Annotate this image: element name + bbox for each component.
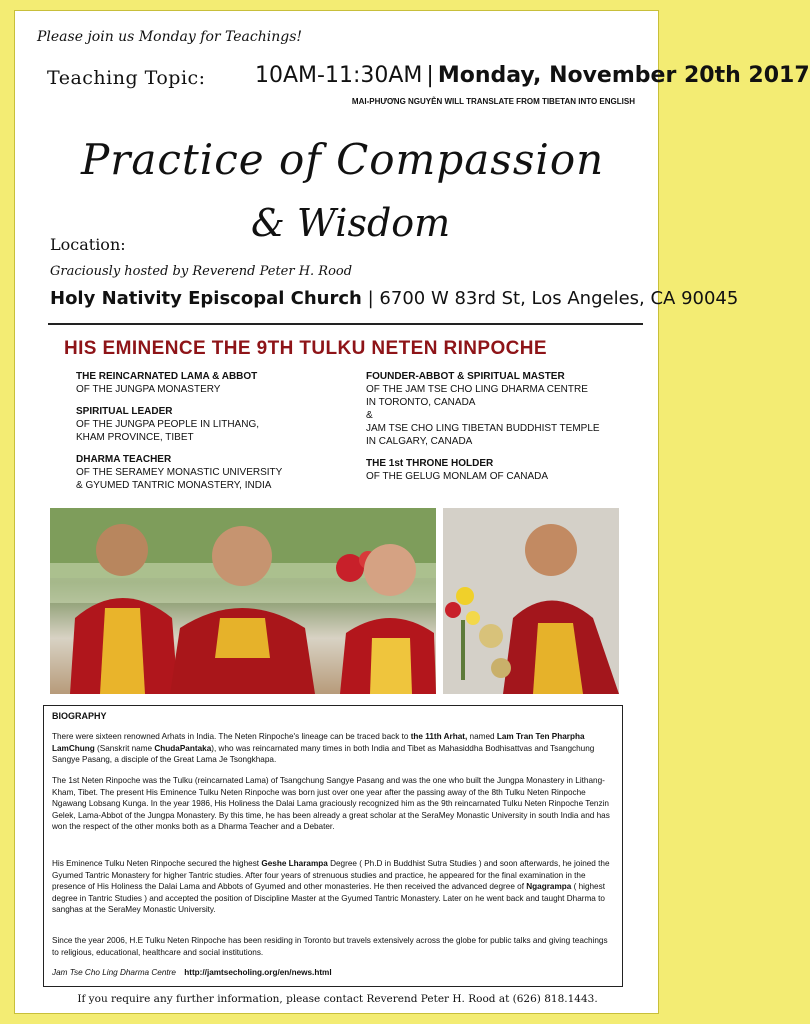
role-line: JAM TSE CHO LING TIBETAN BUDDHIST TEMPLE xyxy=(366,423,600,434)
bio-text: ( highest degree in Tantric Studies ) and accepted the position of Discipline Master at the Gyumed Tantric Monastery. Later on he went back and taught Dharma to sanghas at the SeraMey Monastic University. xyxy=(52,882,605,915)
bio-bold-text: Lam Tran Ten Pharpha LamChung xyxy=(52,732,585,753)
role-line: IN TORONTO, CANADA xyxy=(366,397,476,408)
hosted-by: Graciously hosted by Reverend Peter H. Rood xyxy=(50,264,353,279)
biography-paragraph-4: Since the year 2006, H.E Tulku Neten Rinpoche has been residing in Toronto but travels extensively across the globe for public talks and giving teachings to religious, educational, healthcare and social institutions. xyxy=(52,936,608,957)
address-line xyxy=(50,288,738,309)
role-line: OF THE JUNGPA PEOPLE IN LITHANG, xyxy=(76,419,260,430)
invite-line: Please join us Monday for Teachings! xyxy=(37,29,303,45)
group-photo-illustration xyxy=(50,508,436,694)
location-label: Location: xyxy=(50,235,126,254)
role-line: & xyxy=(366,410,373,421)
role-group xyxy=(76,405,346,444)
bio-bold-text: the 11th Arhat, xyxy=(410,732,468,741)
bio-text: ), who was reincarnated many times in both India and Tibet as Mahasiddha Bodhisattvas and Tsangchung Sangye Pasang, a disciple of the Great Lama Je Tsongkhapa. xyxy=(52,743,595,765)
roles-left xyxy=(76,370,346,501)
role-line: & GYUMED TANTRIC MONASTERY, INDIA xyxy=(76,480,272,491)
bio-text: His Eminence Tulku Neten Rinpoche secured the highest xyxy=(52,859,262,868)
role-line: KHAM PROVINCE, TIBET xyxy=(76,432,194,443)
role-head: THE 1st THRONE HOLDER xyxy=(366,458,494,469)
title-line-2: & Wisdom xyxy=(251,201,451,245)
topic-label: Teaching Topic: xyxy=(47,67,206,89)
roles-right xyxy=(366,370,641,492)
biography-title: BIOGRAPHY xyxy=(52,711,107,721)
role-group xyxy=(76,370,346,396)
biography-paragraph-1 xyxy=(52,731,614,766)
time-date xyxy=(255,63,810,88)
centre-url-link[interactable]: http://jamtsecholing.org/en/news.html xyxy=(184,968,332,977)
title-line-1: Practice of Compassion xyxy=(81,135,605,184)
bio-bold-text: ChudaPantaka xyxy=(154,743,212,753)
biography-box xyxy=(43,705,623,987)
biography-paragraph-3 xyxy=(52,858,614,916)
role-line: OF THE JAM TSE CHO LING DHARMA CENTRE xyxy=(366,384,588,395)
bio-text: Degree ( Ph.D in Buddhist Sutra Studies ) and soon afterwards, he joined the Gyumed Tantric Monastery for higher Tantric studies. After four years of strenuous studies and practice, he appeared for the final examination in the presence of His Holiness the Dalai Lama and Abbots of Gyumed and other monasteries. He then received the advanced degree of xyxy=(52,859,610,892)
divider-rule xyxy=(48,323,643,325)
street-address: 6700 W 83rd St, Los Angeles, CA 90045 xyxy=(379,288,739,309)
role-line: OF THE SERAMEY MONASTIC UNIVERSITY xyxy=(76,467,283,478)
biography-footer xyxy=(52,968,332,977)
role-line: OF THE JUNGPA MONASTERY xyxy=(76,384,221,395)
teaching-photo xyxy=(443,508,619,694)
role-line: IN CALGARY, CANADA xyxy=(366,436,473,447)
biography-paragraph-2: The 1st Neten Rinpoche was the Tulku (reincarnated Lama) of Tsangchung Sangye Pasang and was the one who built the Jungpa Monastery in Lithang-Kham, Tibet. The present His Eminence Tulku Neten Rinpoche was born just over one year after the passing away of the 8th Tulku Neten Rinpoche Ngawang Lobsang Kunga. In the year 1986, His Holiness the Dalai Lama graciously recognized him as the 9th reincarnated Tulku Neten Rinpoche Tenzin Gelek, Lama-Abbot of the Jungpa Monastery. By this time, he has been already a great scholar at the SeraMey Monastic University in south India and has won the respect of the other monks both as a Dharma Teacher and a Debater. xyxy=(52,776,610,832)
teaching-photo-illustration xyxy=(443,508,619,694)
role-head: FOUNDER-ABBOT & SPIRITUAL MASTER xyxy=(366,371,565,382)
role-head: THE REINCARNATED LAMA & ABBOT xyxy=(76,371,258,382)
role-head: DHARMA TEACHER xyxy=(76,454,172,465)
role-group xyxy=(366,457,641,483)
centre-name: Jam Tse Cho Ling Dharma Centre xyxy=(52,968,176,977)
role-line: OF THE GELUG MONLAM OF CANADA xyxy=(366,471,549,482)
time-text: 10AM-11:30AM xyxy=(255,63,423,88)
bio-bold-text: Geshe Lharampa xyxy=(261,859,328,868)
bio-text: (Sanskrit name xyxy=(94,743,155,753)
time-separator: | xyxy=(426,63,434,88)
role-group xyxy=(366,370,641,448)
bio-bold-text: Ngagrampa xyxy=(526,882,572,892)
role-group xyxy=(76,453,346,492)
bio-text: There were sixteen renowned Arhats in India. The Neten Rinpoche's lineage can be traced back to xyxy=(52,732,411,741)
contact-line: If you require any further information, please contact Reverend Peter H. Rood at (626) 818.1443. xyxy=(77,993,598,1005)
group-photo xyxy=(50,508,436,694)
church-name: Holy Nativity Episcopal Church xyxy=(50,288,362,309)
bio-text: named xyxy=(467,732,497,741)
eminence-title: HIS EMINENCE THE 9TH TULKU NETEN RINPOCHE xyxy=(64,338,547,359)
role-head: SPIRITUAL LEADER xyxy=(76,406,173,417)
translator-note: MAI-PHƯƠNG NGUYỄN WILL TRANSLATE FROM TIBETAN INTO ENGLISH xyxy=(351,97,635,106)
date-text: Monday, November 20th 2017 xyxy=(437,63,810,88)
address-separator: | xyxy=(367,288,374,309)
